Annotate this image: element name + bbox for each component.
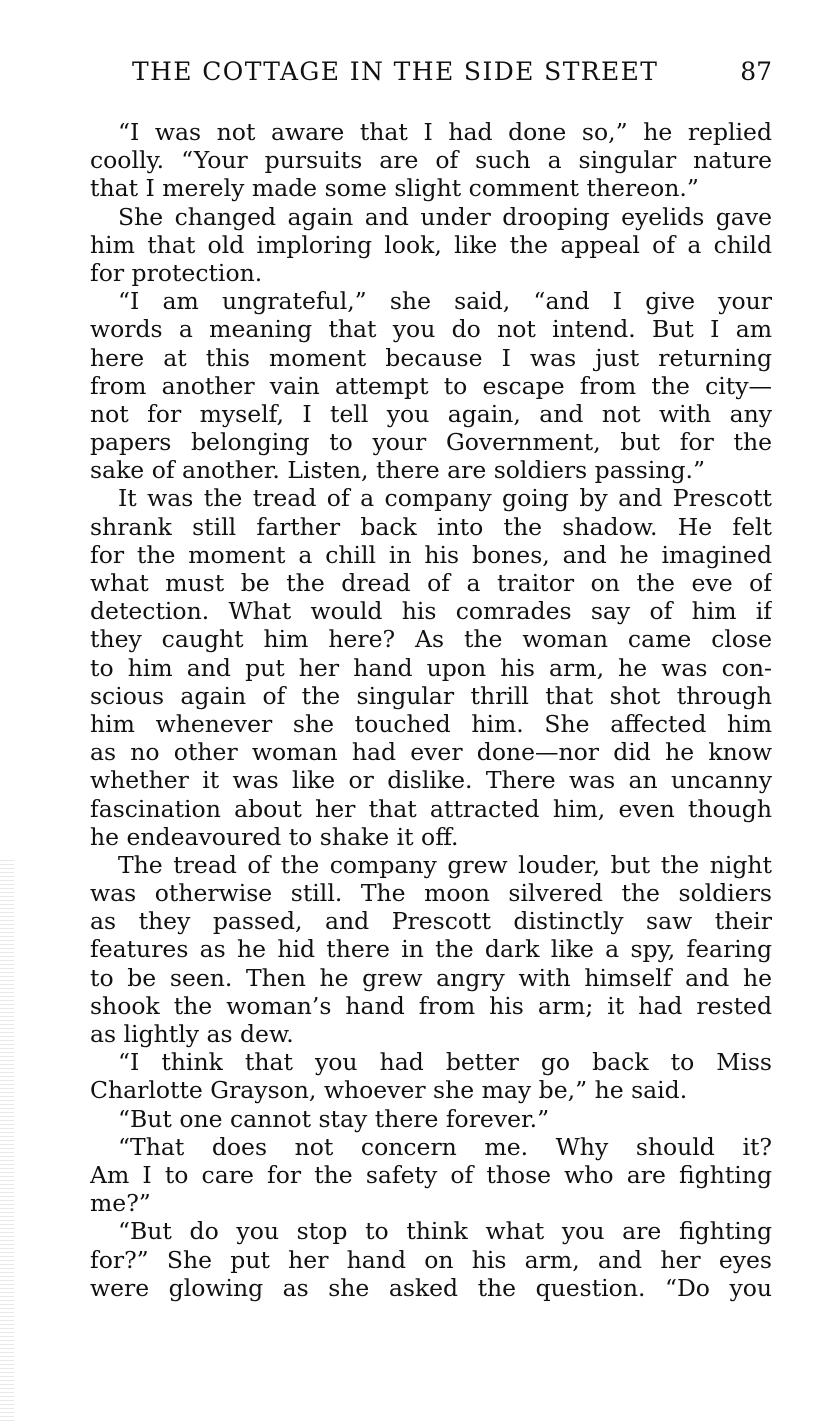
text-line: they caught him here? As the woman came close (90, 625, 772, 654)
text-line: The tread of the company grew louder, but the night (118, 850, 772, 879)
text-line: “I was not aware that I had done so,” he replied (118, 118, 772, 146)
text-line: Charlotte Grayson, whoever she may be,” he said. (90, 1076, 688, 1105)
body-text (90, 118, 772, 1302)
text-line: fascination about her that attracted him, even though (90, 794, 772, 823)
text-line: he endeavoured to shake it off. (90, 822, 459, 851)
text-line: features as he hid there in the dark like a spy, fearing (90, 935, 772, 964)
page-number: 87 (740, 57, 772, 86)
text-line: to be seen. Then he grew angry with himself and he (90, 963, 772, 992)
text-line: what must be the dread of a traitor on the eve of (90, 569, 772, 597)
text-line: as lightly as dew. (90, 1020, 294, 1048)
page-header (132, 55, 772, 89)
text-line: for the moment a chill in his bones, and he imagined (90, 540, 772, 569)
text-line: Am I to care for the safety of those who are fighting (90, 1160, 772, 1189)
text-line: detection. What would his comrades say of him if (90, 597, 772, 626)
text-line: shrank still farther back into the shadow. He felt (90, 512, 772, 541)
text-line: She changed again and under drooping eyelids gave (118, 202, 772, 231)
running-title: THE COTTAGE IN THE SIDE STREET (132, 57, 659, 86)
text-line: were glowing as she asked the question. “Do you (90, 1273, 772, 1302)
text-line: from another vain attempt to escape from the city— (90, 371, 772, 400)
text-line: sake of another. Listen, there are soldiers passing.” (90, 456, 706, 485)
text-line: him whenever she touched him. She affected him (90, 709, 772, 738)
text-line: “I am ungrateful,” she said, “and I give your (118, 287, 772, 316)
text-line: not for myself, I tell you again, and not with any (90, 399, 772, 428)
text-line: coolly. “Your pursuits are of such a singular nature (90, 146, 772, 175)
text-line: as they passed, and Prescott distinctly saw their (90, 907, 772, 936)
text-line: that I merely made some slight comment thereon.” (90, 174, 699, 203)
page-edge-shadow (0, 860, 14, 1422)
text-line: “That does not concern me. Why should it? (118, 1132, 772, 1161)
text-line: words a meaning that you do not intend. But I am (90, 315, 772, 344)
text-line: for protection. (90, 258, 263, 287)
text-line: It was the tread of a company going by and Prescott (118, 484, 772, 513)
text-line: to him and put her hand upon his arm, he was con- (90, 653, 772, 682)
text-line: “But do you stop to think what you are fighting (118, 1217, 772, 1246)
text-line: “I think that you had better go back to Miss (118, 1048, 772, 1077)
text-line: me?” (90, 1189, 151, 1218)
text-line: as no other woman had ever done—nor did he know (90, 738, 772, 767)
text-line: “But one cannot stay there forever.” (118, 1104, 550, 1133)
text-line: him that old imploring look, like the appeal of a child (90, 230, 772, 259)
text-line: scious again of the singular thrill that shot through (90, 681, 772, 710)
text-line: was otherwise still. The moon silvered the soldiers (90, 879, 772, 908)
text-line: papers belonging to your Government, but for the (90, 428, 772, 457)
text-line: whether it was like or dislike. There was an uncanny (90, 766, 772, 795)
text-line: here at this moment because I was just returning (90, 343, 772, 372)
text-line: shook the woman’s hand from his arm; it had rested (90, 991, 772, 1020)
text-line: for?” She put her hand on his arm, and her eyes (90, 1245, 772, 1274)
